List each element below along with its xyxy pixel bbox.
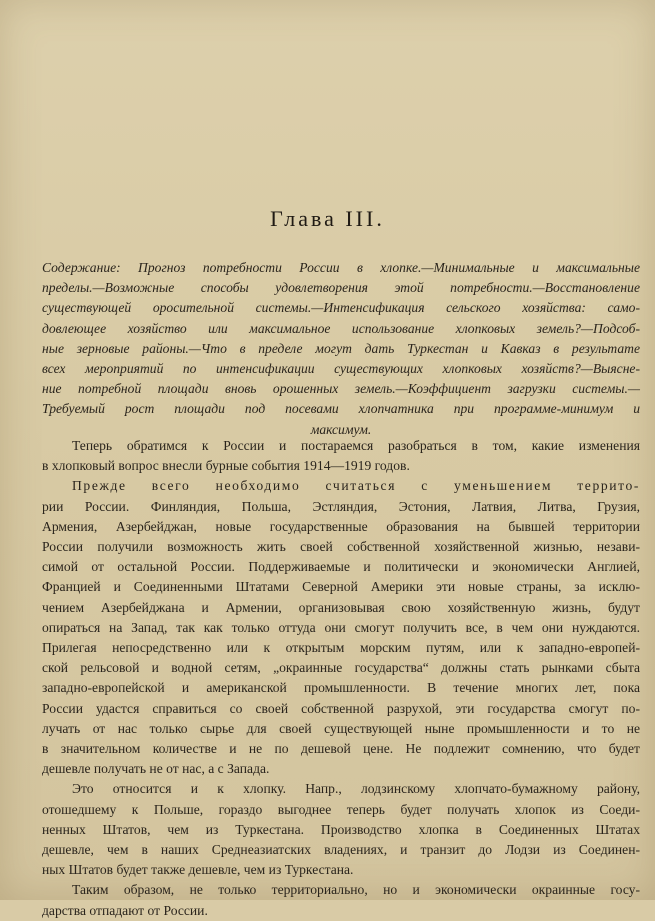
body-line: лучать от нас только сырье для своей существующей ныне промышленности и то не: [42, 720, 640, 736]
body-line: западно-европейской и американской промышленности. В течение многих лет, пока: [42, 680, 640, 696]
body-line: симой от остальной России. Поддерживаемые и политически и экономически Англией,: [42, 559, 640, 575]
body-line: ных Штатов будет также дешевле, чем из Туркестана.: [42, 862, 354, 878]
body-line: Францией и Соединенными Штатами Северной Америки эти новые страны, за исклю-: [42, 579, 640, 595]
chapter-title: Глава III.: [270, 206, 385, 231]
body-line: рии России. Финляндия, Польша, Эстляндия, Эстония, Латвия, Литва, Грузия,: [42, 498, 640, 514]
body-line: в значительном количестве и не по дешевой цене. Не подлежит сомнению, что будет: [42, 741, 640, 757]
contents-line: максимум.: [310, 421, 372, 437]
body-line: Таким образом, не только территориально, но и экономически окраинные госу-: [72, 882, 640, 898]
contents-line: пределы.—Возможные способы удовлетворения этой потребности.—Восстановление: [42, 280, 640, 296]
contents-line: Требуемый рост площади под посевами хлопчатника при программе-минимум и: [42, 401, 640, 417]
contents-line: довлеющее хозяйство или максимальное использование хлопковых земель?—Подсоб-: [42, 320, 640, 336]
body-line: опираться на Запад, так как только оттуда они смогут получить все, в чем они нуждаются.: [42, 619, 640, 635]
body-line: Прежде всего необходимо считаться с уменьшением террито-: [72, 478, 640, 494]
body-line: России удастся справиться со своей собственной разрухой, эти государства смогут по-: [42, 700, 640, 716]
chapter-contents-summary: [42, 258, 640, 440]
contents-line: всех мероприятий по интенсификации существующих хлопковых хозяйств?—Выясне-: [42, 361, 640, 377]
body-text: [42, 436, 640, 921]
body-line: в хлопковый вопрос внесли бурные события 1914—1919 годов.: [42, 458, 410, 474]
body-line: дешевле получать не от нас, а с Запада.: [42, 761, 270, 777]
body-line: Армения, Азербейджан, новые государственные образования на бывшей территории: [42, 518, 640, 534]
contents-line: Содержание: Прогноз потребности России в хлопке.—Минимальные и максимальные: [42, 260, 640, 275]
contents-line: ние потребной площади вновь орошенных земель.—Коэффициент загрузки системы.—: [42, 381, 640, 397]
body-line: ской рельсовой и водной сетям, „окраинные государства“ должны стать рынками сбыта: [42, 660, 640, 676]
body-line: дешевле, чем в наших Среднеазиатских владениях, и транзит до Лодзи из Соединен-: [42, 842, 640, 858]
body-line: России получили возможность жить своей собственной хозяйственной жизнью, незави-: [42, 539, 640, 555]
body-line: ненных Штатов, чем из Туркестана. Производство хлопка в Соединенных Штатах: [42, 821, 640, 837]
body-line: Теперь обратимся к России и постараемся разобраться в том, какие изменения: [72, 438, 640, 453]
body-line: Это относится и к хлопку. Напр., лодзинскому хлопчато-бумажному району,: [72, 781, 640, 797]
body-line: чением Азербейджана и Армении, организовывая свою хозяйственную жизнь, будут: [42, 599, 640, 615]
contents-line: существующей оросительной системы.—Интенсификация сельского хозяйства: само-: [42, 300, 640, 316]
contents-line: ные зерновые районы.—Что в пределе могут дать Туркестан и Кавказ в результате: [42, 340, 640, 356]
body-line: дарства отпадают от России.: [42, 902, 208, 918]
body-line: отошедшему к Польше, гораздо выгоднее теперь будет получать хлопок из Соеди-: [42, 801, 640, 817]
body-line: Прилегая непосредственно или к открытым морским путям, или к западно-европей-: [42, 640, 640, 656]
